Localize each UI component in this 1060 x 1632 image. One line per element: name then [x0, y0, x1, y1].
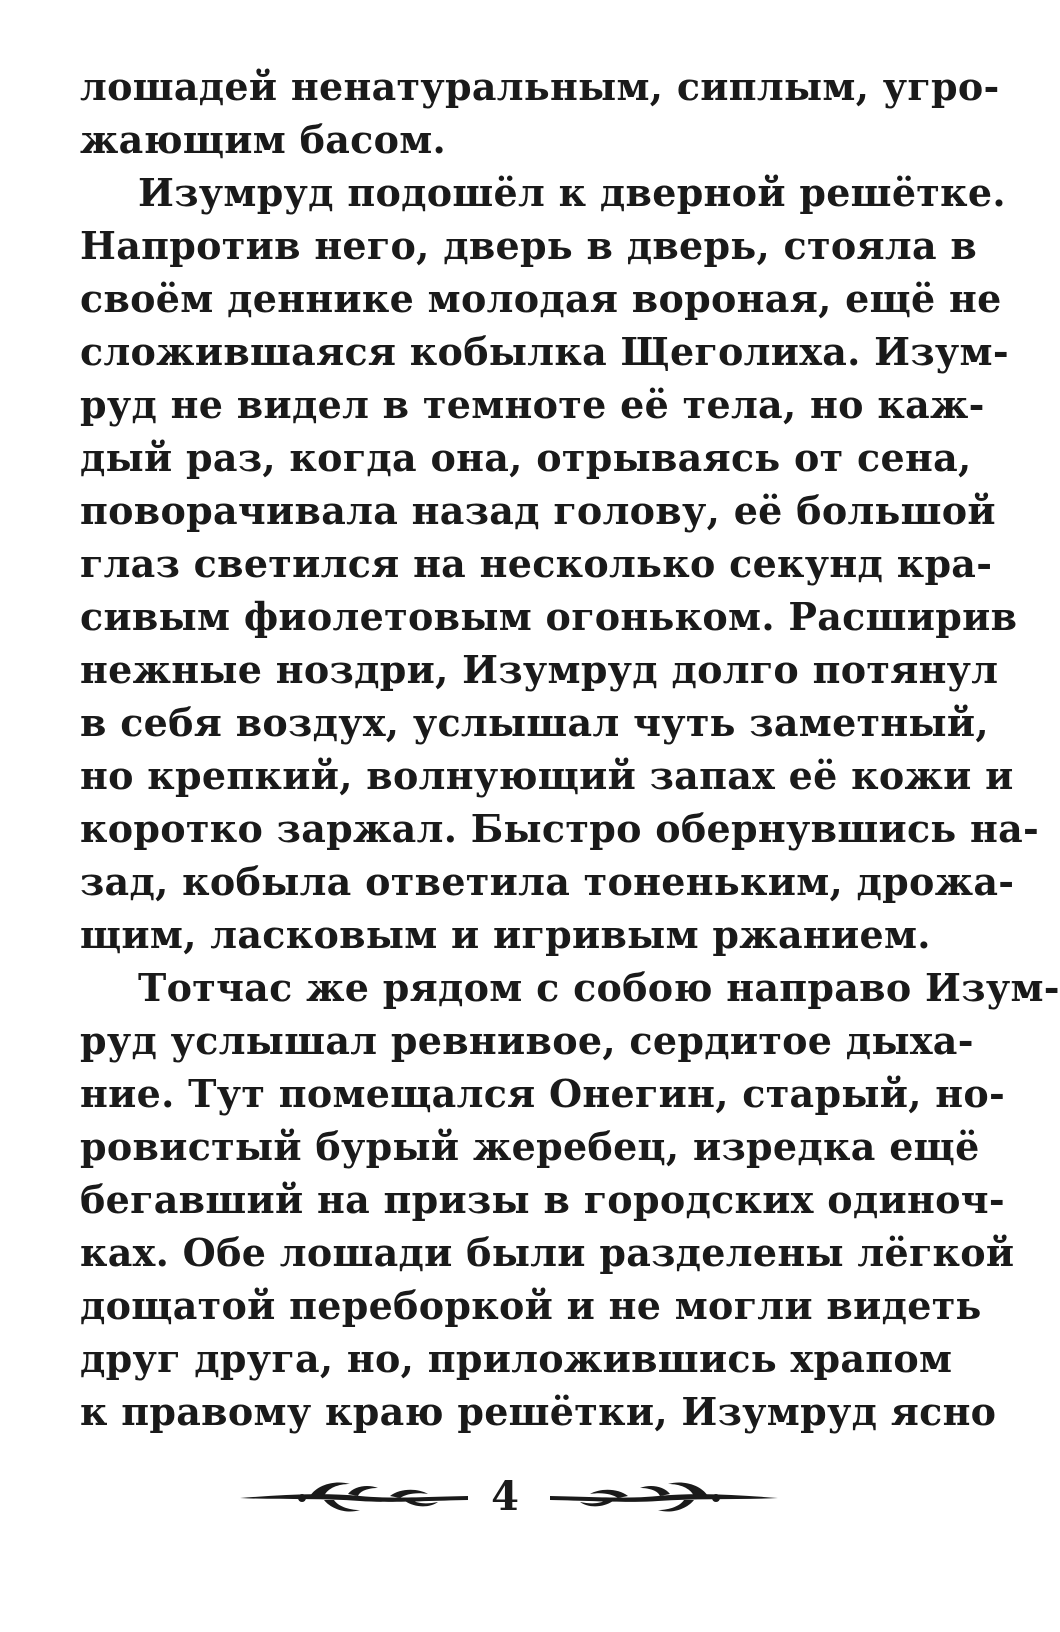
text-line: коротко заржал. Быстро обернувшись на-	[80, 806, 1040, 851]
text-line: к правому краю решётки, Изумруд ясно	[80, 1389, 997, 1434]
text-line: в себя воздух, услышал чуть заметный,	[80, 700, 989, 745]
text-line: жающим басом.	[80, 117, 447, 162]
text-line: ровистый бурый жеребец, изредка ещё	[80, 1124, 980, 1169]
text-line: зад, кобыла ответила тоненьким, дрожа-	[80, 859, 1015, 904]
text-line: дый раз, когда она, отрываясь от сена,	[80, 435, 972, 480]
flourish-right-icon	[548, 1476, 778, 1520]
page-number: 4	[491, 1473, 519, 1520]
text-line: руд услышал ревнивое, сердитое дыха-	[80, 1018, 974, 1063]
text-line: но крепкий, волнующий запах её кожи и	[80, 753, 1014, 798]
text-line: Напротив него, дверь в дверь, стояла в	[80, 223, 978, 268]
flourish-left-icon	[240, 1476, 470, 1520]
text-line: руд не видел в темноте её тела, но каж-	[80, 382, 985, 427]
text-line: ках. Обе лошади были разделены лёгкой	[80, 1230, 1015, 1275]
body-text	[80, 60, 1060, 1438]
text-line: Тотчас же рядом с собою направо Изум-	[138, 965, 1060, 1010]
text-line: бегавший на призы в городских одиноч-	[80, 1177, 1005, 1222]
text-line: дощатой переборкой и не могли видеть	[80, 1283, 982, 1328]
text-line: глаз светился на несколько секунд кра-	[80, 541, 993, 586]
text-line: Изумруд подошёл к дверной решётке.	[138, 170, 1006, 215]
text-line: сложившаяся кобылка Щеголиха. Изум-	[80, 329, 1009, 374]
text-line: лошадей ненатуральным, сиплым, угро-	[80, 64, 1000, 109]
page-footer	[0, 1466, 1000, 1536]
text-line: поворачивала назад голову, её большой	[80, 488, 996, 533]
text-line: своём деннике молодая вороная, ещё не	[80, 276, 1002, 321]
text-line: нежные ноздри, Изумруд долго потянул	[80, 647, 999, 692]
text-line: щим, ласковым и игривым ржанием.	[80, 912, 931, 957]
text-line: ние. Тут помещался Онегин, старый, но-	[80, 1071, 1006, 1116]
text-line: друг друга, но, приложившись храпом	[80, 1336, 953, 1381]
text-line: сивым фиолетовым огоньком. Расширив	[80, 594, 1018, 639]
